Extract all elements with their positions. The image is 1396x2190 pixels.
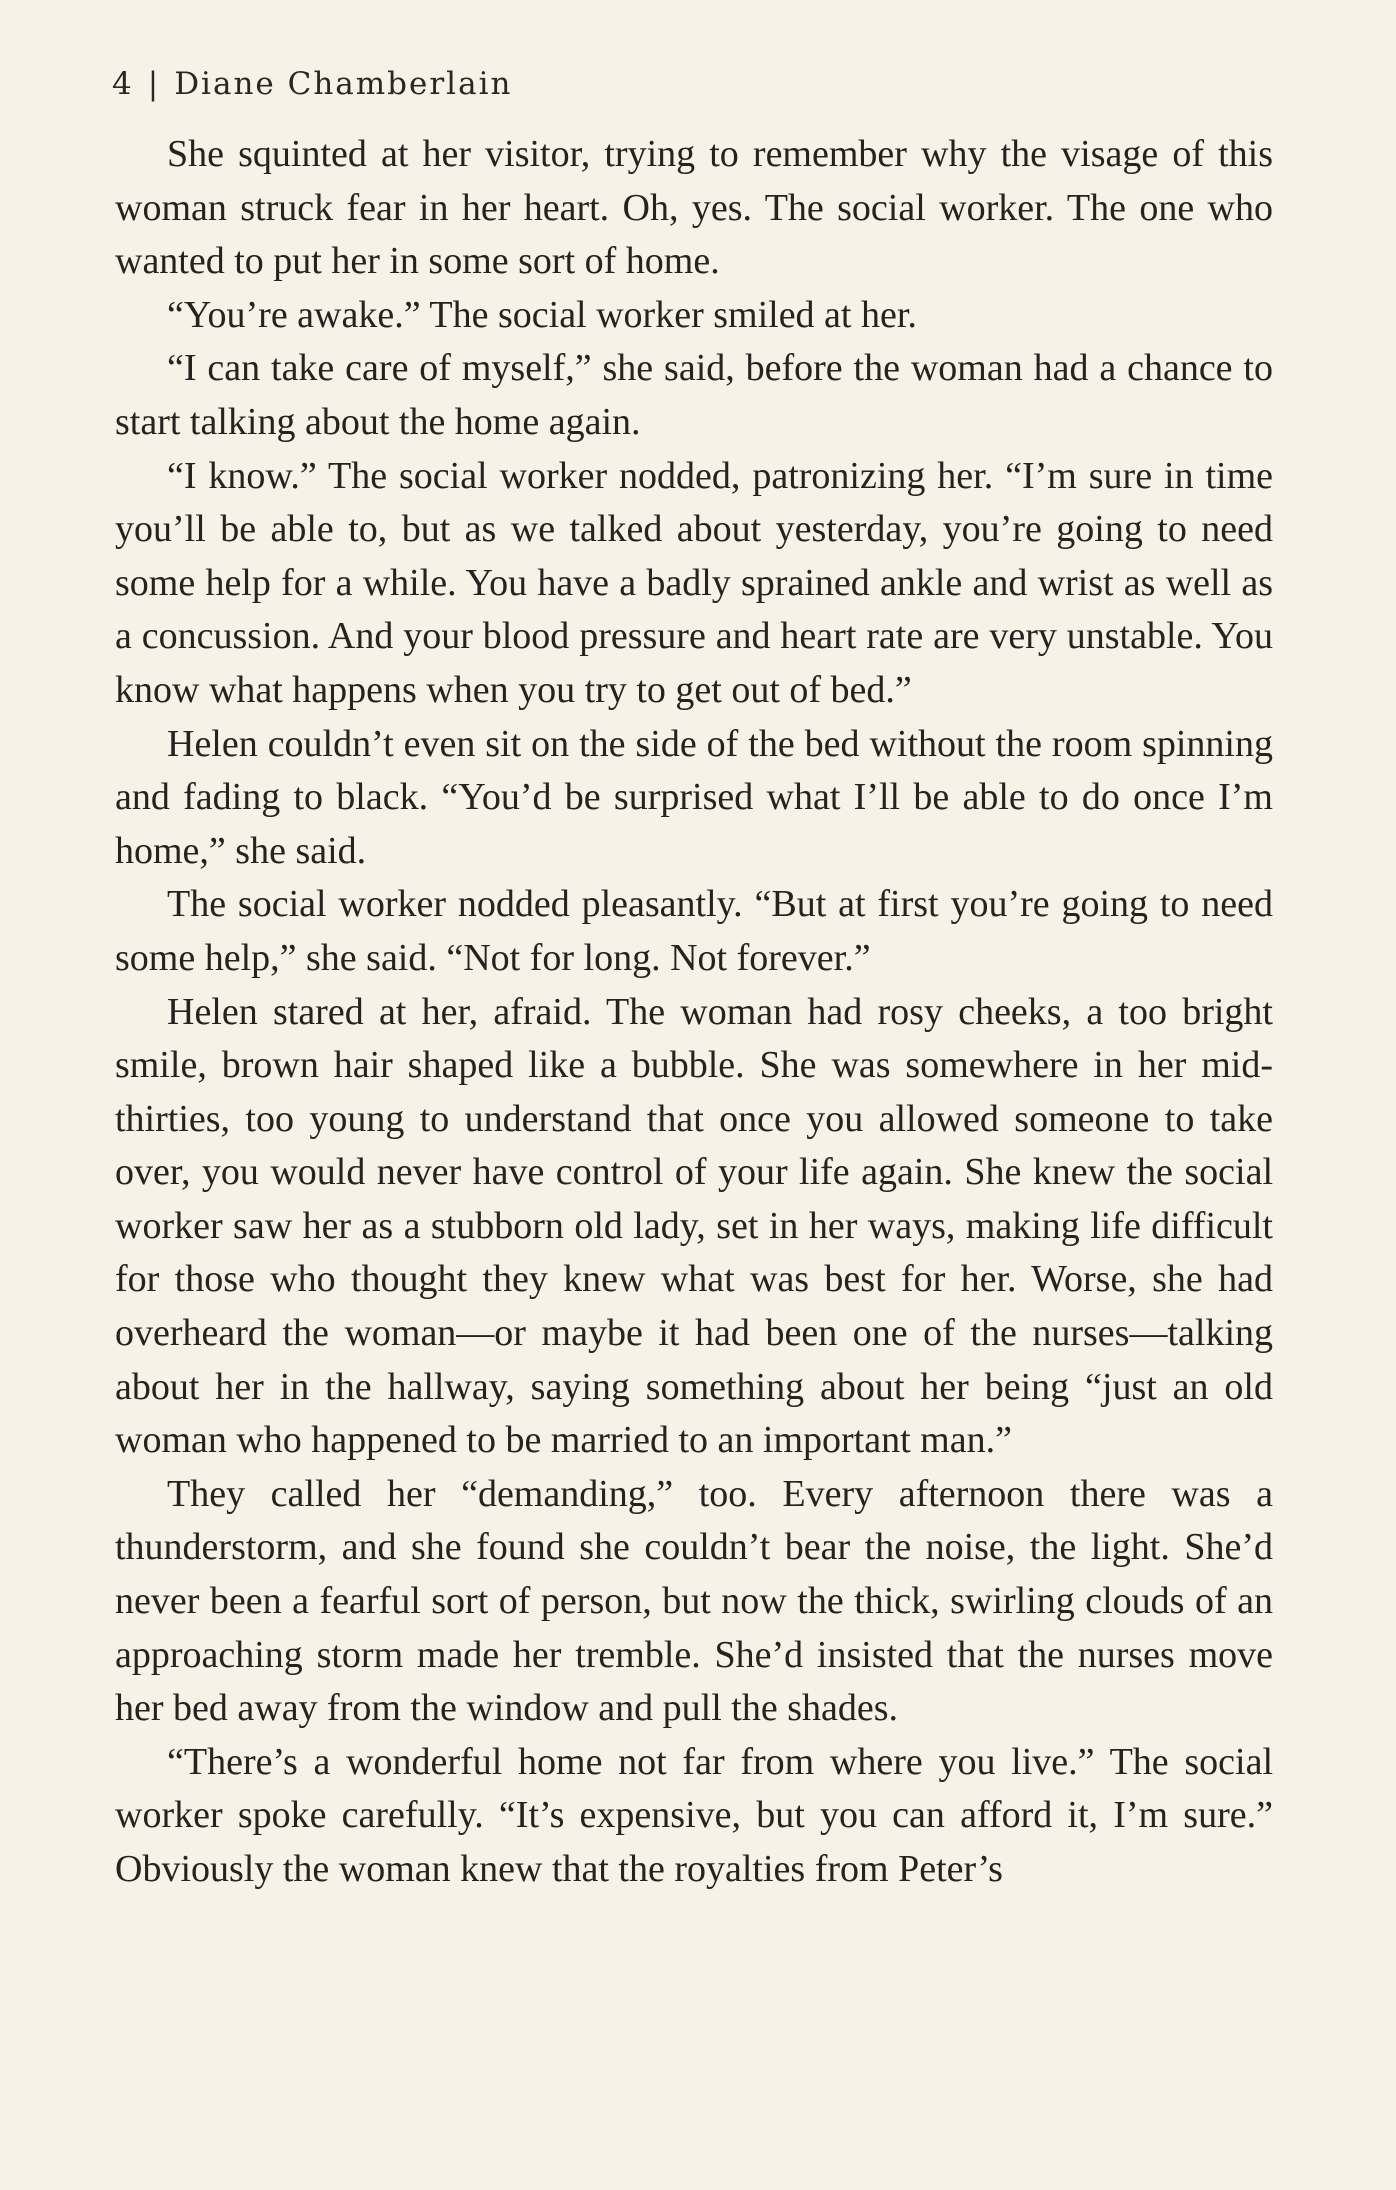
paragraph: “You’re awake.” The social worker smiled at her. [167, 293, 917, 336]
author-name: Diane Chamberlain [174, 66, 513, 102]
body-text [115, 128, 1273, 1897]
paragraph: “I can take care of myself,” she said, before the woman had a chance to start talking about the home again. [115, 347, 1273, 443]
paragraph: Helen stared at her, afraid. The woman had rosy cheeks, a too bright smile, brown hair shaped like a bubble. She was somewhere in her mid-thirties, too young to understand that once you allowed someone to take over, you would never have control of your life again. She knew the social worker saw her as a stubborn old lady, set in her ways, making life difficult for those who thought they knew what was best for her. Worse, she had overheard the woman—or maybe it had been one of the nurses—talking about her in the hallway, saying something about her being “just an old woman who happened to be married to an important man.” [115, 990, 1273, 1462]
running-header [112, 66, 512, 102]
page-number: 4 [112, 66, 134, 102]
paragraph: The social worker nodded pleasantly. “But at first you’re going to need some help,” she said. “Not for long. Not forever.” [115, 883, 1273, 979]
paragraph: She squinted at her visitor, trying to remember why the visage of this woman struck fear in her heart. Oh, yes. The social worker. The one who wanted to put her in some sort of home. [115, 133, 1273, 283]
paragraph: They called her “demanding,” too. Every afternoon there was a thunderstorm, and she found she couldn’t bear the noise, the light. She’d never been a fearful sort of person, but now the thick, swirling clouds of an approaching storm made her tremble. She’d insisted that the nurses move her bed away from the window and pull the shades. [115, 1472, 1273, 1730]
paragraph: Helen couldn’t even sit on the side of the bed without the room spinning and fading to black. “You’d be surprised what I’ll be able to do once I’m home,” she said. [115, 722, 1273, 872]
header-separator: | [147, 66, 161, 102]
paragraph: “There’s a wonderful home not far from where you live.” The social worker spoke carefully. “It’s expensive, but you can afford it, I’m sure.” Obviously the woman knew that the royalties from Peter’s [115, 1740, 1273, 1890]
paragraph: “I know.” The social worker nodded, patronizing her. “I’m sure in time you’ll be able to, but as we talked about yesterday, you’re going to need some help for a while. You have a badly sprained ankle and wrist as well as a concussion. And your blood pressure and heart rate are very unstable. You know what happens when you try to get out of bed.” [115, 454, 1273, 711]
